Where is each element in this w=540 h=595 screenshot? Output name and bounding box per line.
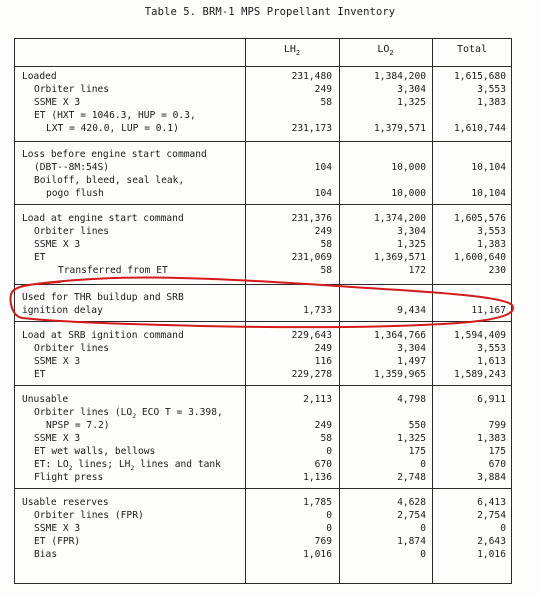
total-value: 1,589,243 (454, 369, 506, 380)
row-label: Used for THR buildup and SRB (22, 292, 184, 303)
total-value: 1,613 (477, 356, 506, 367)
row-label: ET wet walls, bellows (34, 446, 156, 457)
row-label: (DBT--8M:54S) (34, 162, 110, 173)
total-value: 2,643 (477, 536, 506, 547)
row-label: ET (HXT = 1046.3, HUP = 0.3, (34, 110, 196, 121)
lo2-value: 10,000 (391, 162, 426, 173)
total-value: 1,594,409 (454, 330, 506, 341)
lo2-value: 1,497 (397, 356, 426, 367)
lo2-value: 4,798 (397, 394, 426, 405)
lo2-value: 3,304 (397, 84, 426, 95)
total-value: 1,383 (477, 97, 506, 108)
lh2-value: 104 (314, 188, 332, 199)
total-value: 3,884 (477, 472, 506, 483)
total-value: 1,600,640 (454, 252, 506, 263)
table-title: Table 5. BRM-1 MPS Propellant Inventory (144, 6, 396, 18)
total-value: 6,911 (477, 394, 506, 405)
row-label: pogo flush (46, 188, 104, 199)
total-value: 1,383 (477, 239, 506, 250)
row-label: Loaded (22, 71, 57, 82)
row-label: Boiloff, bleed, seal leak, (34, 175, 185, 186)
lo2-value: 0 (420, 459, 426, 470)
lo2-value: 1,325 (397, 97, 426, 108)
lh2-value: 116 (314, 356, 332, 367)
lh2-value: 58 (320, 97, 332, 108)
total-value: 3,553 (477, 226, 506, 237)
total-value: 670 (488, 459, 506, 470)
header-lo2-text: LO (377, 44, 390, 55)
total-value: 2,754 (477, 510, 506, 521)
row-label: ET: $LO_2$ lines; $LH_2$ lines and tank (34, 459, 221, 472)
lh2-value: 249 (314, 420, 332, 431)
total-value: 0 (500, 523, 506, 534)
lh2-value: 1,016 (303, 549, 332, 560)
lh2-value: 231,376 (291, 213, 332, 224)
total-value: 6,413 (477, 497, 506, 508)
lh2-value: 2,113 (303, 394, 332, 405)
lh2-value: 670 (314, 459, 332, 470)
row-label: SSME X 3 (34, 239, 81, 250)
lo2-value: 172 (408, 265, 426, 276)
lo2-value: 1,359,965 (374, 369, 426, 380)
lo2-value: 10,000 (391, 188, 426, 199)
total-value: 1,016 (477, 549, 506, 560)
lo2-value: 0 (420, 549, 426, 560)
row-label: Orbiter lines (34, 226, 110, 237)
row-label: ET (34, 252, 46, 263)
lo2-value: 1,364,766 (374, 330, 426, 341)
row-label: Unusable (22, 394, 69, 405)
row-label: Orbiter lines ($LO_2$ ECO T = 3.398, (34, 407, 223, 420)
lh2-value: 769 (314, 536, 332, 547)
lo2-value: 1,384,200 (374, 71, 426, 82)
lh2-value: 58 (320, 265, 332, 276)
header-lh2-subscript: 2 (295, 49, 301, 57)
lh2-value: 229,643 (291, 330, 332, 341)
lh2-value: 0 (326, 510, 332, 521)
lh2-value: 1,136 (303, 472, 332, 483)
header-total: Total (456, 44, 488, 55)
row-label: Load at engine start command (22, 213, 184, 224)
row-label: Loss before engine start command (22, 149, 207, 160)
total-value: 11,167 (471, 305, 506, 316)
lo2-value: 3,304 (397, 343, 426, 354)
total-value: 10,104 (471, 188, 506, 199)
lh2-value: 231,173 (291, 123, 332, 134)
lh2-value: 0 (326, 523, 332, 534)
row-label: Transferred from ET (58, 265, 168, 276)
total-value: 3,553 (477, 84, 506, 95)
lh2-value: 58 (320, 433, 332, 444)
header-lo2-subscript: 2 (389, 49, 394, 57)
lh2-value: 249 (314, 343, 332, 354)
lo2-value: 175 (408, 446, 426, 457)
row-label: Bias (34, 549, 58, 560)
lh2-value: 231,480 (291, 71, 332, 82)
lo2-value: 0 (420, 523, 426, 534)
lo2-value: 2,748 (397, 472, 426, 483)
lo2-value: 1,874 (397, 536, 426, 547)
lo2-value: 1,379,571 (374, 123, 426, 134)
lh2-value: 231,069 (291, 252, 332, 263)
row-label: ignition delay (22, 305, 103, 316)
lh2-value: 229,278 (291, 369, 332, 380)
row-label: NPSP = 7.2) (46, 420, 110, 431)
lo2-value: 1,374,200 (374, 213, 426, 224)
total-value: 1,610,744 (454, 123, 506, 134)
row-label: Orbiter lines (FPR) (34, 510, 144, 521)
lh2-value: 1,785 (303, 497, 332, 508)
row-label: Orbiter lines (34, 84, 110, 95)
lo2-value: 1,369,571 (374, 252, 426, 263)
total-value: 1,605,576 (454, 213, 506, 224)
header-lh2-text: LH (283, 44, 296, 55)
lo2-value: 1,325 (397, 433, 426, 444)
lh2-value: 249 (314, 84, 332, 95)
total-value: 3,553 (477, 343, 506, 354)
row-label: SSME X 3 (34, 356, 81, 367)
row-label: ET (34, 369, 46, 380)
total-value: 799 (488, 420, 506, 431)
row-label: SSME X 3 (34, 523, 81, 534)
row-label: SSME X 3 (34, 97, 81, 108)
total-value: 175 (488, 446, 506, 457)
lo2-value: 2,754 (397, 510, 426, 521)
lo2-value: 4,628 (397, 497, 426, 508)
lh2-value: 0 (326, 446, 332, 457)
lo2-value: 1,325 (397, 239, 426, 250)
lo2-value: 9,434 (397, 305, 426, 316)
row-label: LXT = 420.0, LUP = 0.1) (46, 123, 179, 134)
lh2-value: 249 (314, 226, 332, 237)
lh2-value: 1,733 (303, 305, 332, 316)
total-value: 1,383 (477, 433, 506, 444)
total-value: 230 (488, 265, 506, 276)
lo2-value: 550 (408, 420, 426, 431)
lh2-value: 58 (320, 239, 332, 250)
total-value: 10,104 (471, 162, 506, 173)
row-label: SSME X 3 (34, 433, 81, 444)
lo2-value: 3,304 (397, 226, 426, 237)
row-label: Flight press (34, 472, 104, 483)
total-value: 1,615,680 (454, 71, 506, 82)
row-label: Load at SRB ignition command (22, 330, 184, 341)
row-label: Orbiter lines (34, 343, 110, 354)
row-label: Usable reserves (22, 497, 109, 508)
row-label: ET (FPR) (34, 536, 81, 547)
lh2-value: 104 (314, 162, 332, 173)
